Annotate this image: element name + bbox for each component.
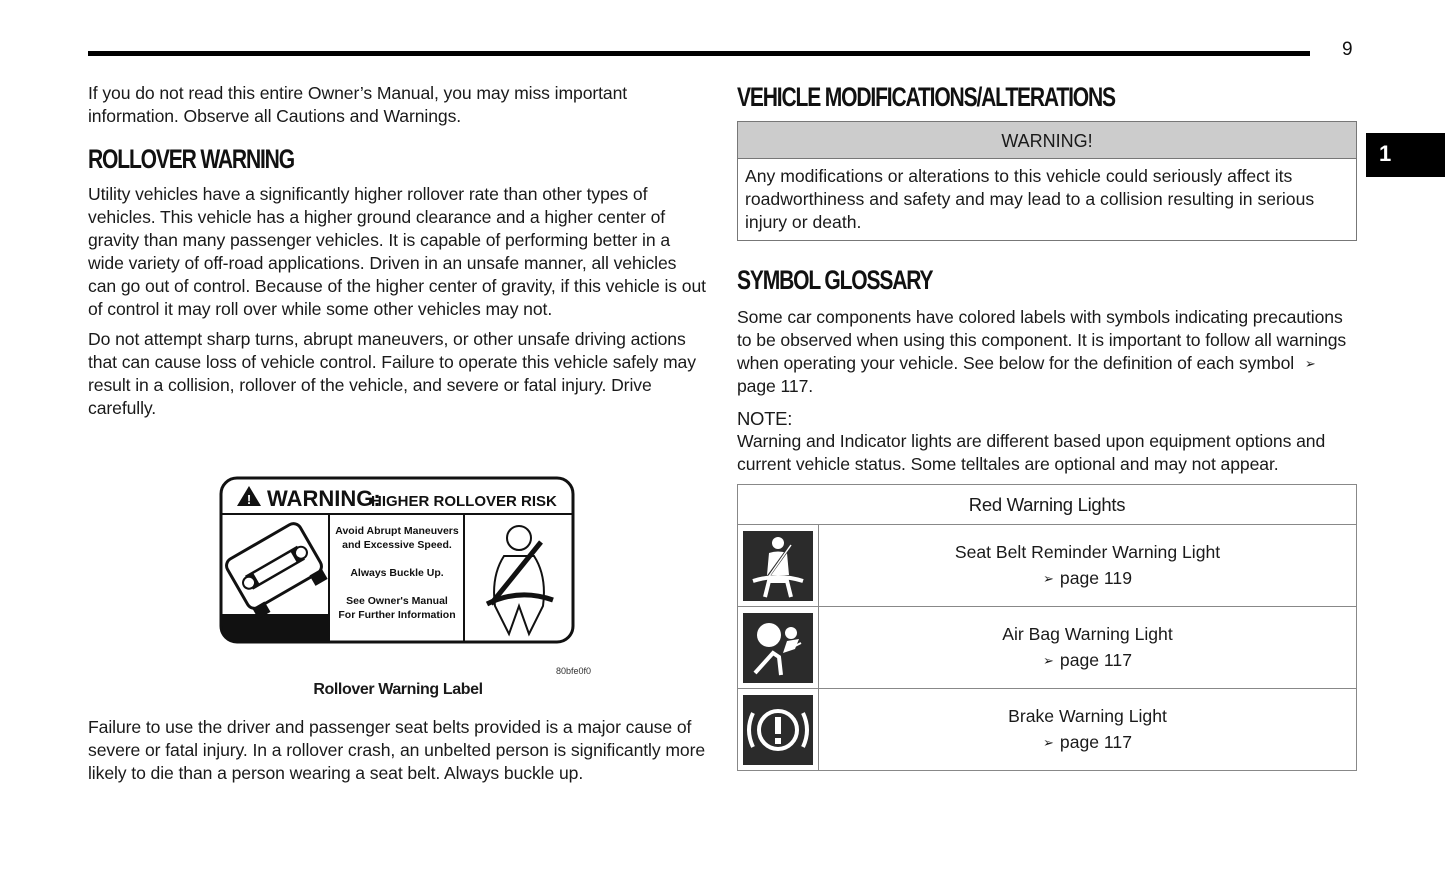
page-link[interactable]: page 117 bbox=[1059, 650, 1132, 670]
warning-body: Any modifications or alterations to this vehicle could seriously affect its roadworthiness and safety and may lead to a collision resulting in serious injury or death. bbox=[745, 166, 1315, 232]
svg-text:and Excessive Speed.: and Excessive Speed. bbox=[342, 539, 452, 551]
page-link[interactable]: page 119 bbox=[1059, 568, 1132, 588]
figure-code: 80bfe0f0 bbox=[556, 666, 592, 676]
svg-text:HIGHER ROLLOVER RISK: HIGHER ROLLOVER RISK bbox=[371, 493, 557, 510]
table-header: Red Warning Lights bbox=[738, 485, 1357, 525]
note-heading: NOTE: bbox=[737, 408, 793, 429]
page-reference-arrow-icon: ➢ bbox=[1043, 735, 1054, 750]
brake-warning-icon bbox=[743, 695, 813, 765]
symbol-glossary-heading: SYMBOL GLOSSARY bbox=[737, 265, 933, 295]
light-name: Brake Warning Light bbox=[1008, 706, 1167, 726]
chapter-tab[interactable]: 1 bbox=[1366, 133, 1445, 177]
svg-text:WARNING:: WARNING: bbox=[267, 486, 381, 511]
table-row bbox=[738, 689, 1357, 771]
glossary-text: Some car components have colored labels with symbols indicating precautions to be observed when using this component. It is important to follow all warnings when operating your vehicle. See below for the definition of each symbol bbox=[737, 307, 1347, 373]
rollover-paragraph-2: Do not attempt sharp turns, abrupt maneuvers, or other unsafe driving actions that can cause loss of vehicle control. Failure to operate this vehicle safely may result in a collision, rollover of the vehicle, and severe or fatal injury. Drive carefully. bbox=[88, 329, 696, 418]
svg-text:!: ! bbox=[246, 492, 252, 507]
rollover-heading: ROLLOVER WARNING bbox=[88, 144, 294, 174]
page-reference-arrow-icon: ➢ bbox=[1043, 653, 1054, 668]
left-column bbox=[88, 82, 708, 785]
intro-paragraph: If you do not read this entire Owner’s Manual, you may miss important information. Observe all Cautions and Warnings. bbox=[88, 83, 628, 126]
glossary-page-link[interactable]: page 117. bbox=[737, 376, 814, 396]
seatbelt-paragraph: Failure to use the driver and passenger seat belts provided is a major cause of severe or fatal injury. In a rollover crash, an unbelted person is significantly more likely to die than a person wearing a seat belt. Always buckle up. bbox=[88, 717, 706, 783]
rollover-paragraph-1: Utility vehicles have a significantly higher rollover rate than other types of vehicles. This vehicle has a higher ground clearance and a higher center of gravity than many passenger vehicles. It is capable of performing better in a wide variety of off-road applications. Driven in an unsafe manner, all vehicles can go out of control. Because of the higher center of gravity, if this vehicle is out of control it may roll over while some other vehicles may not. bbox=[88, 184, 706, 319]
svg-text:For Further Information: For Further Information bbox=[338, 609, 456, 621]
page-link[interactable]: page 117 bbox=[1059, 732, 1132, 752]
table-row bbox=[738, 607, 1357, 689]
light-name: Seat Belt Reminder Warning Light bbox=[954, 542, 1221, 562]
seat-belt-icon bbox=[743, 531, 813, 601]
svg-text:See Owner's Manual: See Owner's Manual bbox=[346, 595, 448, 607]
glossary-paragraph bbox=[737, 306, 1357, 398]
modifications-warning-box bbox=[737, 121, 1357, 241]
air-bag-icon bbox=[743, 613, 813, 683]
red-warning-lights-table bbox=[737, 484, 1357, 771]
warning-title: WARNING! bbox=[738, 122, 1356, 159]
note-body: Warning and Indicator lights are different based upon equipment options and current vehicle status. Some telltales are optional and may not appear. bbox=[737, 431, 1326, 474]
svg-text:Avoid Abrupt Maneuvers: Avoid Abrupt Maneuvers bbox=[335, 525, 459, 537]
page-number: 9 bbox=[1342, 39, 1353, 60]
table-row bbox=[738, 525, 1357, 607]
figure-caption: Rollover Warning Label bbox=[313, 681, 483, 698]
page-reference-arrow-icon: ➢ bbox=[1304, 356, 1316, 371]
svg-text:Always Buckle Up.: Always Buckle Up. bbox=[350, 567, 444, 579]
rollover-warning-label-image bbox=[219, 476, 575, 644]
header-rule bbox=[88, 51, 1310, 56]
modifications-heading: VEHICLE MODIFICATIONS/ALTERATIONS bbox=[737, 82, 1115, 112]
light-name: Air Bag Warning Light bbox=[1002, 624, 1173, 644]
rollover-warning-figure bbox=[88, 466, 708, 721]
page-reference-arrow-icon: ➢ bbox=[1043, 571, 1054, 586]
right-column bbox=[737, 82, 1357, 771]
